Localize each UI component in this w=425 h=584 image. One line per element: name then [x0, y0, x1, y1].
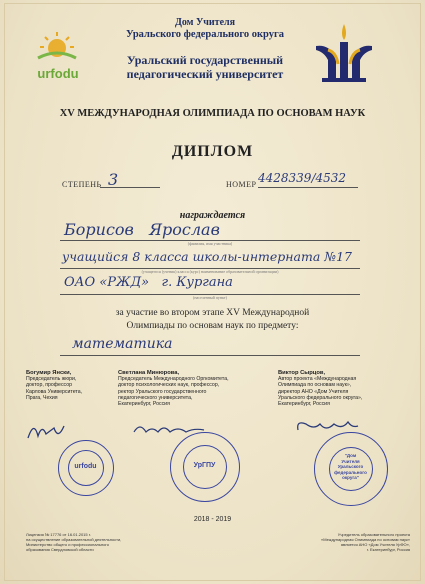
logo-text: urfodu: [37, 66, 79, 81]
signatory-1-line: Прага, Чехия: [26, 394, 58, 401]
signatory-3-line: Уральского федерального округа»,: [278, 394, 363, 401]
subject-value: математика: [72, 336, 173, 352]
signatory-2-line: доктор психологических наук, профессор,: [118, 382, 220, 389]
signatory-2-name: Светлана Минюрова,: [118, 370, 180, 376]
footer-right-line: г. Екатеринбург, Россия: [366, 547, 410, 552]
recipient-name-line: [60, 222, 360, 241]
number-line: [258, 173, 358, 188]
participation-line2: Олимпиады по основам наук по предмету:: [126, 321, 299, 331]
signatory-3-line: Автор проекта «Международная: [278, 376, 357, 383]
footer-left-line: Лицензия № 17776 от 16.01.2015 г.: [26, 532, 91, 537]
signatory-2-line: Екатеринбург, Россия: [118, 401, 170, 408]
stamp-right: [314, 432, 388, 506]
stamp-right-line: Уральского: [337, 464, 364, 469]
signatory-2-line: педагогического университета,: [118, 394, 193, 401]
number-value: 4428339/4532: [258, 171, 347, 185]
recipient-school: учащийся 8 класса школы-интерната №17: [62, 249, 353, 264]
diploma-title: ДИПЛОМ: [171, 143, 254, 160]
signatory-2-line: ректор Уральского государственного: [118, 388, 207, 395]
recipient-name-caption: (фамилия, имя участника): [187, 241, 233, 246]
org-line1: Дом Учителя: [174, 17, 236, 28]
stamp-middle: [170, 432, 240, 502]
stamp-left-text: urfodu: [74, 463, 97, 470]
participation-line1: за участие во втором этапе XV Международной: [115, 308, 310, 318]
degree-line: [100, 170, 160, 189]
years: 2018 - 2019: [193, 516, 232, 523]
urfodu-logo: [28, 30, 86, 82]
footer-left-line: образования Свердловской области: [26, 547, 94, 552]
footer-right-line: «Международная Олимпиада по основам наук»: [321, 537, 410, 542]
stamp-right-text: [315, 453, 386, 481]
recipient-city-line: [60, 277, 360, 295]
footer-right-line: Учредитель образовательного проекта: [337, 532, 410, 537]
footer-right-line: является АНО «Дом Учителя УрФО»,: [340, 542, 410, 547]
stamp-right-line: Учителя: [341, 458, 360, 464]
org-line4: педагогический университет: [126, 67, 284, 81]
subject-line: [60, 337, 360, 356]
footer-left-line: Министерство общего и профессионального: [26, 542, 110, 547]
signatory-3-line: Екатеринбург, Россия: [278, 401, 330, 408]
recipient-school-caption: (учащегося (ученик) класса (курс) наименование образовательной организации): [141, 269, 279, 274]
recipient-city: ОАО «РЖД» г. Кургана: [64, 275, 233, 290]
awarded-label: награждается: [179, 210, 246, 221]
signatory-1-line: Карлова Университета,: [26, 388, 83, 395]
signature-1: [24, 418, 74, 444]
olympiad-title: XV МЕЖДУНАРОДНАЯ ОЛИМПИАДА ПО ОСНОВАМ НАУК: [59, 108, 366, 119]
signatory-1-name: Богумир Янски,: [26, 370, 72, 376]
recipient-city-caption: (населенный пункт): [193, 295, 227, 300]
signatory-3-name: Виктор Сырцов,: [278, 370, 326, 376]
torch-emblem-logo: [308, 20, 380, 92]
stamp-right-line: федерального: [334, 469, 367, 475]
signatory-1-line: доктор, профессор: [26, 382, 72, 389]
signatory-3: [278, 370, 408, 407]
signatory-3-line: Олимпиада по основам наук»,: [278, 382, 352, 389]
stamp-right-line: округа": [342, 475, 359, 480]
stamp-middle-text: УрГПУ: [193, 462, 216, 469]
degree-label: СТЕПЕНЬ: [62, 180, 102, 189]
degree-value: 3: [108, 170, 119, 189]
signatory-2-line: Председатель Международного Оргкомитета,: [118, 376, 229, 383]
footer-left: [26, 532, 176, 552]
signatory-1: [26, 370, 116, 401]
stamp-right-line: "Дом: [344, 453, 357, 458]
recipient-name: Борисов Ярослав: [64, 220, 220, 239]
org-line3: Уральский государственный: [126, 53, 284, 67]
signatory-2: [118, 370, 263, 407]
footer-left-line: на осуществление образовательной деятельности,: [26, 537, 122, 542]
stamp-left: [58, 440, 114, 496]
org-line2: Уральского федерального округа: [125, 29, 284, 40]
recipient-school-line: [60, 251, 360, 269]
signatory-3-line: директор АНО «Дом Учителя: [278, 388, 349, 395]
number-label: НОМЕР: [226, 180, 257, 189]
footer-right: [270, 532, 410, 552]
signatory-1-line: Председатель жюри,: [26, 376, 77, 383]
